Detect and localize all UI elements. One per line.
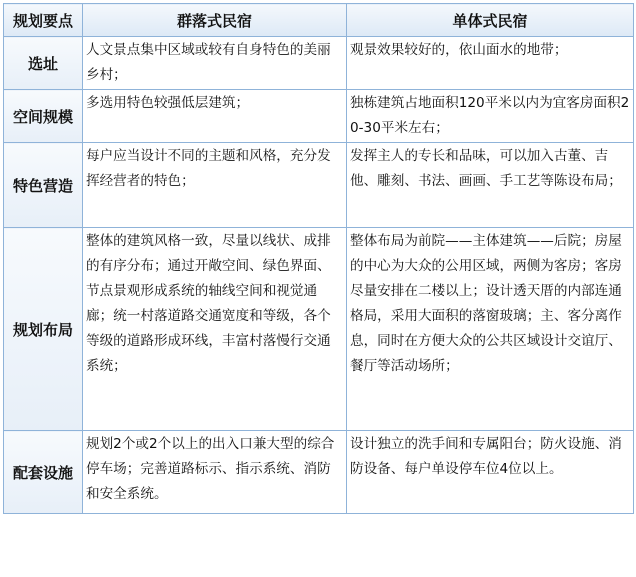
single-cell: 独栋建筑占地面积120平米以内为宜客房面积20-30平米左右； [347,90,634,143]
header-row [4,4,634,37]
group-cell: 整体的建筑风格一致，尽量以线状、成排的有序分布；通过开敞空间、绿色界面、节点景观形成系统的轴线空间和视觉通廊；统一村落道路交通宽度和等级，各个等级的道路形成环线，丰富村落慢行交通系统； [83,228,347,431]
single-cell: 观景效果较好的，依山面水的地带； [347,37,634,90]
table-row [4,90,634,143]
table-row [4,37,634,90]
row-label: 空间规模 [4,90,83,143]
comparison-table [3,3,634,514]
group-cell: 规划2个或2个以上的出入口兼大型的综合停车场；完善道路标示、指示系统、消防和安全系统。 [83,431,347,514]
row-label: 规划布局 [4,228,83,431]
single-cell: 设计独立的洗手间和专属阳台；防火设施、消防设备、每户单设停车位4位以上。 [347,431,634,514]
row-label: 配套设施 [4,431,83,514]
group-cell: 多选用特色较强低层建筑； [83,90,347,143]
group-cell: 人文景点集中区域或较有自身特色的美丽乡村； [83,37,347,90]
table-row [4,431,634,514]
header-group-homestay: 群落式民宿 [83,4,347,37]
table-row [4,228,634,431]
row-label: 特色营造 [4,143,83,228]
single-cell: 发挥主人的专长和品味，可以加入古董、吉他、雕刻、书法、画画、手工艺等陈设布局； [347,143,634,228]
row-label: 选址 [4,37,83,90]
header-single-homestay: 单体式民宿 [347,4,634,37]
group-cell: 每户应当设计不同的主题和风格，充分发挥经营者的特色； [83,143,347,228]
table-row [4,143,634,228]
header-planning-points: 规划要点 [4,4,83,37]
single-cell: 整体布局为前院——主体建筑——后院；房屋的中心为大众的公用区域，两侧为客房；客房尽量安排在二楼以上；设计透天厝的内部连通格局，采用大面积的落窗玻璃；主、客分离作息，同时在方便大众的公共区域设计交谊厅、餐厅等活动场所； [347,228,634,431]
